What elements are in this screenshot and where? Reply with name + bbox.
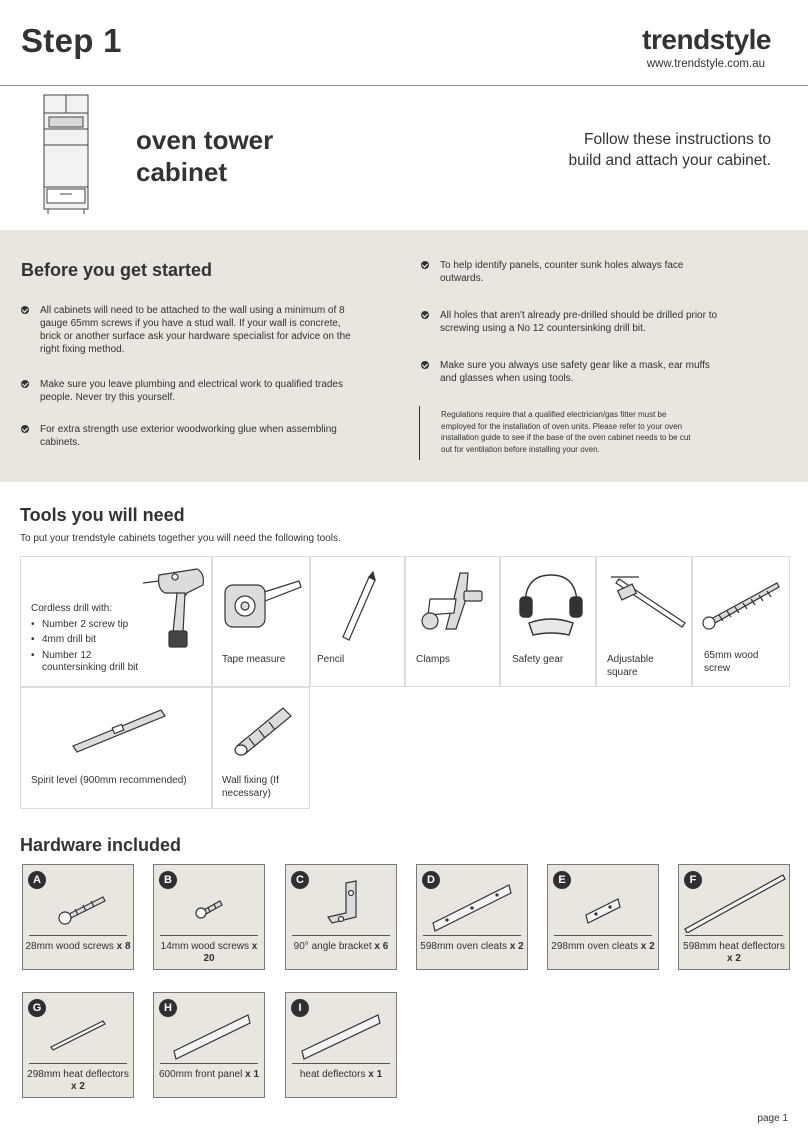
divider bbox=[29, 1063, 127, 1064]
divider bbox=[423, 935, 521, 936]
item-letter-badge: I bbox=[291, 999, 309, 1017]
tool-label: Clamps bbox=[416, 654, 450, 665]
tool-drill bbox=[20, 556, 212, 687]
safety-gear-icon bbox=[515, 571, 587, 641]
regulation-note: Regulations require that a qualified electrician/gas fitter must be employed for the installation of oven units. Please refer to your oven installation guide to see if the base of the oven cabinet needs to be cut out for ventilation before installing your oven. bbox=[419, 406, 694, 460]
divider bbox=[160, 935, 258, 936]
item-letter-badge: A bbox=[28, 871, 46, 889]
check-icon bbox=[421, 261, 429, 269]
hardware-item-c bbox=[285, 864, 397, 970]
item-letter-badge: D bbox=[422, 871, 440, 889]
product-title-line2: cabinet bbox=[136, 157, 228, 187]
item-letter-badge: C bbox=[291, 871, 309, 889]
hardware-item-i bbox=[285, 992, 397, 1098]
check-icon bbox=[21, 425, 29, 433]
divider bbox=[292, 935, 390, 936]
drill-icon bbox=[139, 563, 209, 653]
list-item: To help identify panels, counter sunk holes always face outwards. bbox=[421, 259, 721, 285]
oven-tower-cabinet-icon bbox=[40, 93, 92, 217]
item-letter-badge: F bbox=[684, 871, 702, 889]
hardware-item-a bbox=[22, 864, 134, 970]
hardware-label: 14mm wood screws x 20 bbox=[160, 941, 258, 964]
tool-spirit-level bbox=[20, 687, 212, 809]
tape-measure-icon bbox=[221, 575, 305, 635]
hardware-label: 598mm oven cleats x 2 bbox=[420, 941, 524, 952]
hardware-item-h bbox=[153, 992, 265, 1098]
product-title-line1: oven tower bbox=[136, 125, 274, 155]
drill-title: Cordless drill with: bbox=[31, 603, 113, 614]
tool-label: 65mm wood screw bbox=[704, 650, 759, 674]
page-number: page 1 bbox=[757, 1113, 788, 1124]
list-item: • Number 12 countersinking drill bit bbox=[31, 650, 141, 675]
tool-label: Wall fixing (If necessary) bbox=[222, 775, 279, 799]
divider bbox=[160, 1063, 258, 1064]
spirit-level-icon bbox=[69, 702, 169, 758]
wall-plug-icon bbox=[227, 702, 297, 762]
tool-label: Adjustable square bbox=[607, 654, 654, 678]
intro-text-line1: Follow these instructions to bbox=[584, 131, 771, 148]
list-item: • Number 2 screw tip bbox=[31, 619, 141, 632]
hardware-label: 90° angle bracket x 6 bbox=[293, 941, 389, 952]
tool-label: Spirit level (900mm recommended) bbox=[31, 775, 187, 786]
hardware-label: 298mm heat deflectors x 2 bbox=[27, 1069, 129, 1092]
clamp-icon bbox=[416, 569, 488, 639]
list-item: Make sure you leave plumbing and electrical work to qualified trades people. Never try this yourself. bbox=[21, 378, 351, 404]
intro-text-line2: build and attach your cabinet. bbox=[568, 152, 771, 169]
before-you-start-section bbox=[0, 230, 808, 482]
hardware-item-d bbox=[416, 864, 528, 970]
hardware-item-b bbox=[153, 864, 265, 970]
drill-requirements bbox=[31, 603, 141, 675]
page-title: Step 1 bbox=[21, 22, 122, 59]
check-icon bbox=[421, 311, 429, 319]
list-item: All holes that aren't already pre-drilled should be drilled prior to screwing using a No 12 countersinking drill bit. bbox=[421, 309, 721, 335]
square-icon bbox=[605, 573, 687, 629]
product-title bbox=[136, 124, 356, 188]
tool-pencil bbox=[310, 556, 405, 687]
check-icon bbox=[421, 361, 429, 369]
list-item: Make sure you always use safety gear like a mask, ear muffs and glasses when using tools. bbox=[421, 359, 721, 385]
pencil-icon bbox=[337, 571, 381, 643]
before-heading: Before you get started bbox=[21, 260, 213, 280]
tool-wood-screw bbox=[692, 556, 790, 687]
list-item: • 4mm drill bit bbox=[31, 634, 141, 647]
check-icon bbox=[21, 306, 29, 314]
hardware-label: 598mm heat deflectors x 2 bbox=[683, 941, 785, 964]
item-letter-badge: H bbox=[159, 999, 177, 1017]
list-item: For extra strength use exterior woodworking glue when assembling cabinets. bbox=[21, 423, 351, 449]
item-letter-badge: B bbox=[159, 871, 177, 889]
hardware-label: 298mm oven cleats x 2 bbox=[551, 941, 655, 952]
tool-label: Tape measure bbox=[222, 654, 286, 665]
check-icon bbox=[21, 380, 29, 388]
tool-safety-gear bbox=[500, 556, 596, 687]
hardware-item-f bbox=[678, 864, 790, 970]
hardware-label: 28mm wood screws x 8 bbox=[25, 941, 131, 952]
tools-subtitle: To put your trendstyle cabinets together you will need the following tools. bbox=[20, 533, 341, 544]
brand-url: www.trendstyle.com.au bbox=[646, 58, 765, 70]
hardware-heading: Hardware included bbox=[20, 835, 182, 855]
item-letter-badge: G bbox=[28, 999, 46, 1017]
divider bbox=[554, 935, 652, 936]
tool-adjustable-square bbox=[596, 556, 692, 687]
tool-wall-fixing bbox=[212, 687, 310, 809]
screw-icon bbox=[699, 575, 785, 631]
tools-heading: Tools you will need bbox=[20, 505, 185, 525]
list-item: All cabinets will need to be attached to the wall using a minimum of 8 gauge 65mm screws if you have a stud wall. If your wall is concrete, brick or another surface ask your hardware specialist for advice on the right fixing method. bbox=[21, 304, 351, 356]
tool-label: Pencil bbox=[317, 654, 345, 665]
hardware-label: 600mm front panel x 1 bbox=[158, 1069, 260, 1080]
tool-clamps bbox=[405, 556, 500, 687]
header-divider bbox=[0, 85, 808, 86]
item-letter-badge: E bbox=[553, 871, 571, 889]
divider bbox=[685, 935, 783, 936]
brand-logo: trendstyle bbox=[642, 24, 771, 55]
hardware-label: heat deflectors x 1 bbox=[299, 1069, 383, 1080]
divider bbox=[29, 935, 127, 936]
hardware-item-e bbox=[547, 864, 659, 970]
intro-text bbox=[511, 129, 771, 171]
tool-tape-measure bbox=[212, 556, 310, 687]
hardware-item-g bbox=[22, 992, 134, 1098]
tool-label: Safety gear bbox=[512, 654, 564, 665]
divider bbox=[292, 1063, 390, 1064]
